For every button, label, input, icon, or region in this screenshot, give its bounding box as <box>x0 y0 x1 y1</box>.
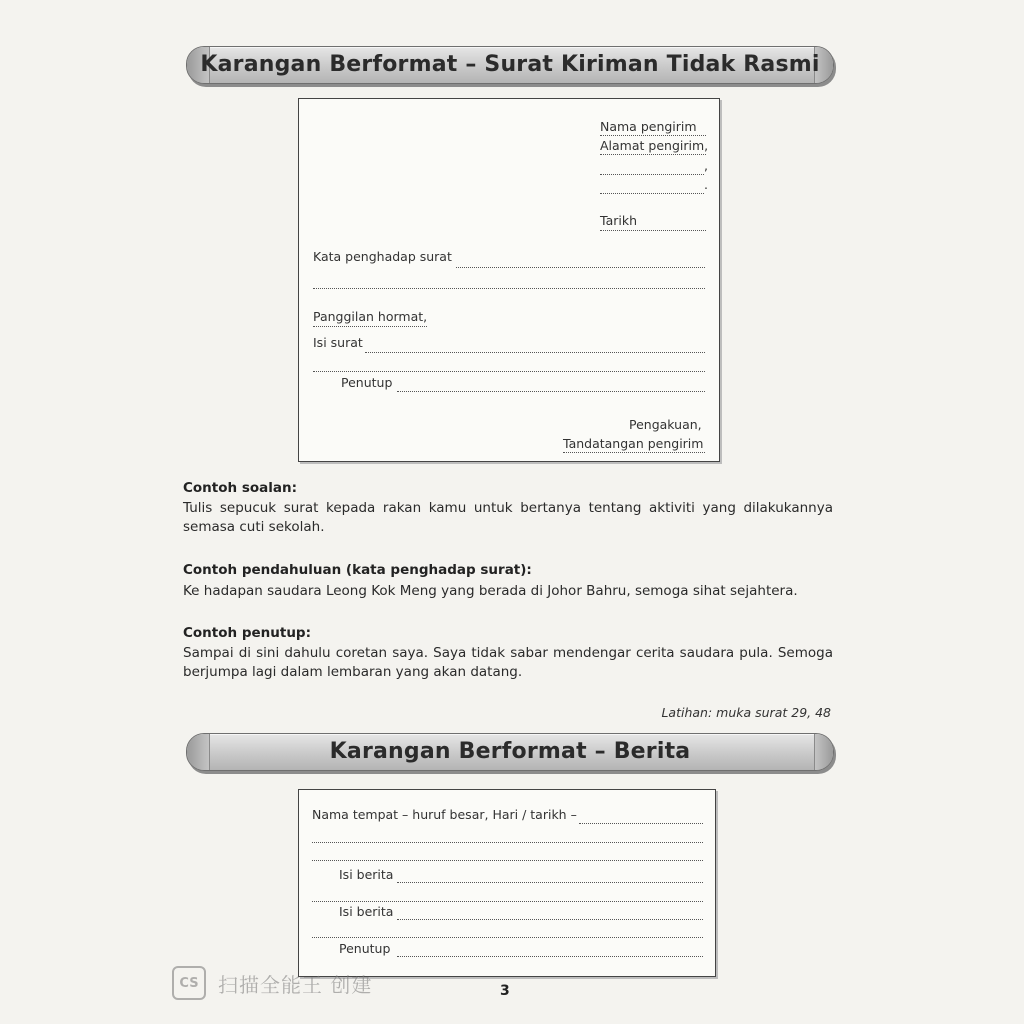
acknowledgement-label: Pengakuan, <box>629 417 702 432</box>
sender-name-dotted-line <box>600 135 706 136</box>
watermark-text: 扫描全能王 创建 <box>218 972 373 997</box>
address-period: . <box>704 177 708 192</box>
example-question-heading: Contoh soalan: <box>183 480 297 496</box>
place-date-dotted-line <box>579 823 703 824</box>
camscanner-logo-icon: CS <box>172 966 206 1000</box>
salutation-dotted-line <box>313 326 427 327</box>
letter-body-dotted-line <box>365 352 705 353</box>
letter-closing-label: Penutup <box>341 375 393 390</box>
example-intro-text: Ke hadapan saudara Leong Kok Meng yang berada di Johor Bahru, semoga sihat sejahtera. <box>183 583 798 599</box>
section-title-letter: Karangan Berformat – Surat Kiriman Tidak Rasmi <box>200 52 820 77</box>
news-body-dotted-line-1 <box>397 882 703 883</box>
section-title-news: Karangan Berformat – Berita <box>329 739 691 764</box>
address-line-3 <box>600 193 704 194</box>
salutation-label: Panggilan hormat, <box>313 309 428 324</box>
news-closing-dotted-line <box>397 956 703 957</box>
date-dotted-line <box>600 230 706 231</box>
letter-closing-dotted-line <box>397 391 705 392</box>
news-dotted-line-1 <box>312 842 703 843</box>
news-body-label-2: Isi berita <box>339 904 394 919</box>
example-closing-text: Sampai di sini dahulu coretan saya. Saya tidak sabar mendengar cerita saudara pula. Semoga berjumpa lagi dalam lembaran yang akan datang. <box>183 645 833 680</box>
scanner-watermark <box>172 966 372 1000</box>
sender-address-label: Alamat pengirim, <box>600 138 709 153</box>
exercise-reference: Latihan: muka surat 29, 48 <box>661 705 831 720</box>
place-date-label: Nama tempat – huruf besar, Hari / tarikh – <box>312 807 577 822</box>
news-dotted-line-4 <box>312 937 703 938</box>
greeting-dotted-line <box>456 267 705 268</box>
greeting-dotted-line-2 <box>313 288 705 289</box>
news-closing-label: Penutup <box>339 941 391 956</box>
letter-body-dotted-line-2 <box>313 371 705 372</box>
news-dotted-line-3 <box>312 901 703 902</box>
signature-dotted-line <box>563 452 705 453</box>
news-body-label-1: Isi berita <box>339 867 394 882</box>
example-closing-heading: Contoh penutup: <box>183 625 311 641</box>
letter-format-box <box>298 98 720 462</box>
address-comma: , <box>704 158 708 173</box>
letter-body-label: Isi surat <box>313 335 363 350</box>
section-title-banner-letter <box>186 46 834 84</box>
date-label: Tarikh <box>600 213 637 228</box>
news-format-box <box>298 789 716 977</box>
signature-label: Tandatangan pengirim <box>563 436 704 451</box>
example-intro-heading: Contoh pendahuluan (kata penghadap surat): <box>183 562 532 578</box>
example-question-text: Tulis sepucuk surat kepada rakan kamu untuk bertanya tentang aktiviti yang dilakukannya semasa cuti sekolah. <box>183 500 833 535</box>
section-title-banner-news <box>186 733 834 771</box>
page-number: 3 <box>500 983 510 999</box>
sender-address-dotted-line <box>600 154 706 155</box>
sender-name-label: Nama pengirim <box>600 119 697 134</box>
news-body-dotted-line-2 <box>397 919 703 920</box>
news-dotted-line-2 <box>312 860 703 861</box>
greeting-label: Kata penghadap surat <box>313 249 452 264</box>
address-line-2 <box>600 174 704 175</box>
